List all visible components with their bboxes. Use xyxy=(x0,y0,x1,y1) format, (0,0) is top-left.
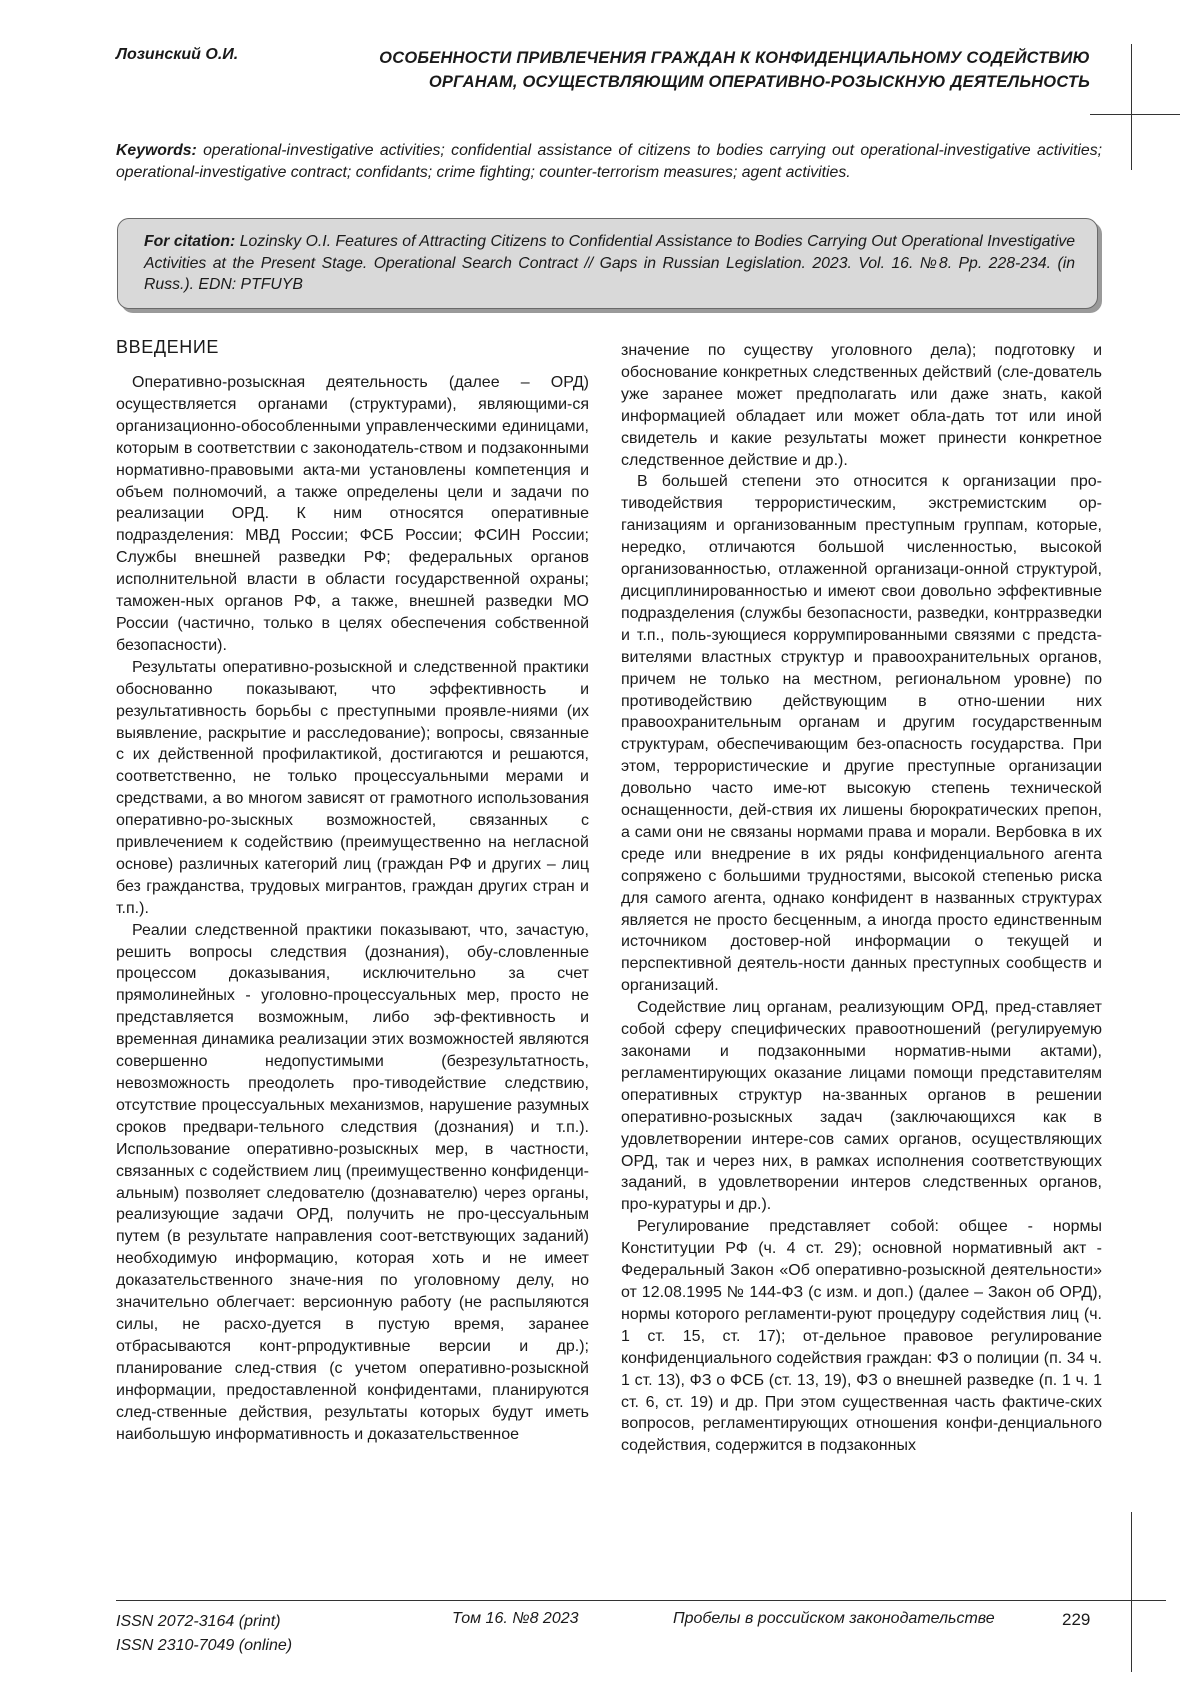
header-title xyxy=(300,46,1090,94)
left-paragraph-3: Реалии следственной практики показывают, что, зачастую, решить вопросы следствия (дознания), обу-словленные процессом доказывания, исключительно за счет прямолинейных - уголовно-процессуальных мер, просто не представляется возможным, либо эф-фективность и временная динамика реализации этих возможностей являются совершенно недопустимыми (безрезультатность, невозможность преодолеть про-тиводействие следствию, отсутствие процессуальных механизмов, нарушение разумных сроков предвари-тельного следствия (дознания) и т.п.). Использование оперативно-розыскных мер, в частности, связанных с содействием лиц (преимущественно конфиденци-альным) позволяет следователю (дознавателю) через органы, реализующие задачи ОРД, получить не про-цессуальным путем (в результате направления соот-ветствующих заданий) необходимую информацию, которая хоть и не имеет доказательственного значе-ния по уголовному делу, но значительно облегчает: версионную работу (не распыляются силы, не расхо-дуется в пустую время, заранее отбрасываются конт-рпродуктивные версии и др.); планирование след-ствия (с учетом оперативно-розыскной информации, предоставленной конфидентами, планируются след-ственные действия, результаты которых будут иметь наибольшую информативность и доказательственное xyxy=(116,921,589,1443)
section-heading: ВВЕДЕНИЕ xyxy=(116,337,219,357)
right-paragraph-2: В большей степени это относится к организации про-тиводействия террористическим, экстремистским ор-ганизациям и организованным преступным группам, которые, нередко, отличаются большой численностью, высокой организованностью, отлаженной организаци-онной структурой, дисциплинированностью и имеют свои довольно эффективные подразделения (службы безопасности, разведки, контрразведки и т.п., поль-зующиеся коррумпированными связями с предста-вителями властных структур и правоохранительных органов, причем не только на местном, региональном уровне) по противодействию действующим в отно-шении них правоохранительным органам и другим государственным структурам, обеспечивающим без-опасность государства. При этом, террористические и другие преступные организации довольно часто име-ют высокую степень технической оснащенности, дей-ствия их лишены бюрократических препон, а сами они не связаны нормами права и морали. Вербовка в их среде или внедрение в их ряды конфиденциального агента сопряжено с большими трудностями, высокой степенью риска для самого агента, однако конфидент в названных структурах является не просто бесценным, а иногда просто единственным источником достовер-ной информации о текущей и перспективной деятель-ности данных преступных сообществ и организаций. xyxy=(621,473,1102,995)
left-paragraph-1: Оперативно-розыскная деятельность (далее – ОРД) осуществляется органами (структурами), являющими-ся организационно-обособленными управленческими единицами, которым в соответствии с законодатель-ством и подзаконными нормативно-правовыми акта-ми установлены компетенция и объем полномочий, а также определены цели и задачи по реализации ОРД. К ним относятся оперативные подразделения: МВД России; ФСБ России; ФСИН России; Службы внешней разведки РФ; федеральных органов исполнительной власти в области государственной охраны; таможен-ных органов РФ, а также, внешней разведки МО России (частично, только в целях обеспечения собственной безопасности). xyxy=(116,374,589,654)
header-title-line-1: ОСОБЕННОСТИ ПРИВЛЕЧЕНИЯ ГРАЖДАН К КОНФИДЕНЦИАЛЬНОМУ СОДЕЙСТВИЮ xyxy=(379,49,1090,67)
right-paragraph-4: Регулирование представляет собой: общее - нормы Конституции РФ (ч. 4 ст. 29); основной нормативный акт - Федеральный Закон «Об оперативно-розыскной деятельности» от 12.08.1995 № 144-ФЗ (с изм. и доп.) (далее – Закон об ОРД), нормы которого регламенти-руют процедуру содействия лиц (ч. 1 ст. 15, ст. 17); от-дельное правовое регулирование конфиденциального содействия граждан: ФЗ о полиции (п. 34 ч. 1 ст. 13), ФЗ о ФСБ (ст. 13, 19), ФЗ о внешней разведке (п. 1 ч. 1 ст. 6, ст. 19) и др. При этом существенная часть фактиче-ских вопросов, регламентирующих отношения конфи-денциального содействия, содержится в подзаконных xyxy=(621,1218,1102,1455)
footer-vertical-rule xyxy=(1131,1512,1132,1672)
citation-text-block xyxy=(144,231,1075,296)
header-horizontal-rule xyxy=(1090,114,1180,115)
footer-issn xyxy=(116,1610,292,1658)
keywords-label: Keywords: xyxy=(116,142,197,159)
citation-box xyxy=(117,218,1098,309)
footer-journal: Пробелы в российском законодательстве xyxy=(673,1610,995,1627)
citation-label: For citation: xyxy=(144,233,236,250)
keywords-text: operational-investigative activities; confidential assistance of citizens to bodies carrying out operational-investigative activities; operational-investigative contract; confidants; crime fighting; counter-terrorism measures; agent activities. xyxy=(116,142,1102,181)
footer-issn-print: ISSN 2072-3164 (print) xyxy=(116,1613,281,1630)
header-author: Лозинский О.И. xyxy=(116,46,239,63)
footer-issn-online: ISSN 2310-7049 (online) xyxy=(116,1637,293,1654)
left-paragraph-2: Результаты оперативно-розыскной и следственной практики обоснованно показывают, что эффективность и результативность борьбы с преступными проявле-ниями (их выявление, раскрытие и расследование); вопросы, связанные с их действенной профилактикой, достигаются и решаются, соответственно, не только процессуальными мерами и средствами, а во многом зависят от грамотного использования оперативно-ро-зыскных возможностей, связанных с привлечением к содействию (преимущественно на негласной основе) различных категорий лиц (граждан РФ и других – лиц без гражданства, трудовых мигрантов, граждан других стран и т.п.). xyxy=(116,658,589,917)
right-paragraph-3: Содействие лиц органам, реализующим ОРД, пред-ставляет собой сферу специфических правоотношений (регулируемую законами и подзаконными норматив-ными актами), регламентирующих оказание лицами помощи представителям оперативных структур на-званных органов в решении оперативно-розыскных задач (заключающихся как в удовлетворении интере-сов самих органов, осуществляющих ОРД, так и через них, в рамках исполнения соответствующих заданий, в удовлетворении интеров следственных органов, про-куратуры и др.). xyxy=(621,999,1102,1214)
left-column xyxy=(116,372,589,1445)
right-paragraph-1: значение по существу уголовного дела); подготовку и обоснование конкретных следственных действий (сле-дователь уже заранее может предполагать или даже знать, какой информацией обладает или может обла-дать тот или иной свидетель и какие результаты может принести конкретное следственное действие и др.). xyxy=(621,342,1102,469)
header-title-line-2: ОРГАНАМ, ОСУЩЕСТВЛЯЮЩИМ ОПЕРАТИВНО-РОЗЫСКНУЮ ДЕЯТЕЛЬНОСТЬ xyxy=(428,73,1090,91)
footer-volume: Том 16. №8 2023 xyxy=(452,1610,579,1627)
right-column xyxy=(621,340,1102,1457)
header-vertical-rule xyxy=(1131,44,1132,170)
footer-page-number: 229 xyxy=(1062,1610,1091,1629)
footer-horizontal-rule xyxy=(116,1600,1166,1601)
keywords-block xyxy=(116,140,1102,183)
citation-text: Lozinsky O.I. Features of Attracting Citizens to Confidential Assistance to Bodies Carrying Out Operational Investigative Activities at the Present Stage. Operational Search Contract // Gaps in Russian Legislation. 2023. Vol. 16. №8. Pp. 228-234. (in Russ.). EDN: PTFUYB xyxy=(144,233,1076,293)
